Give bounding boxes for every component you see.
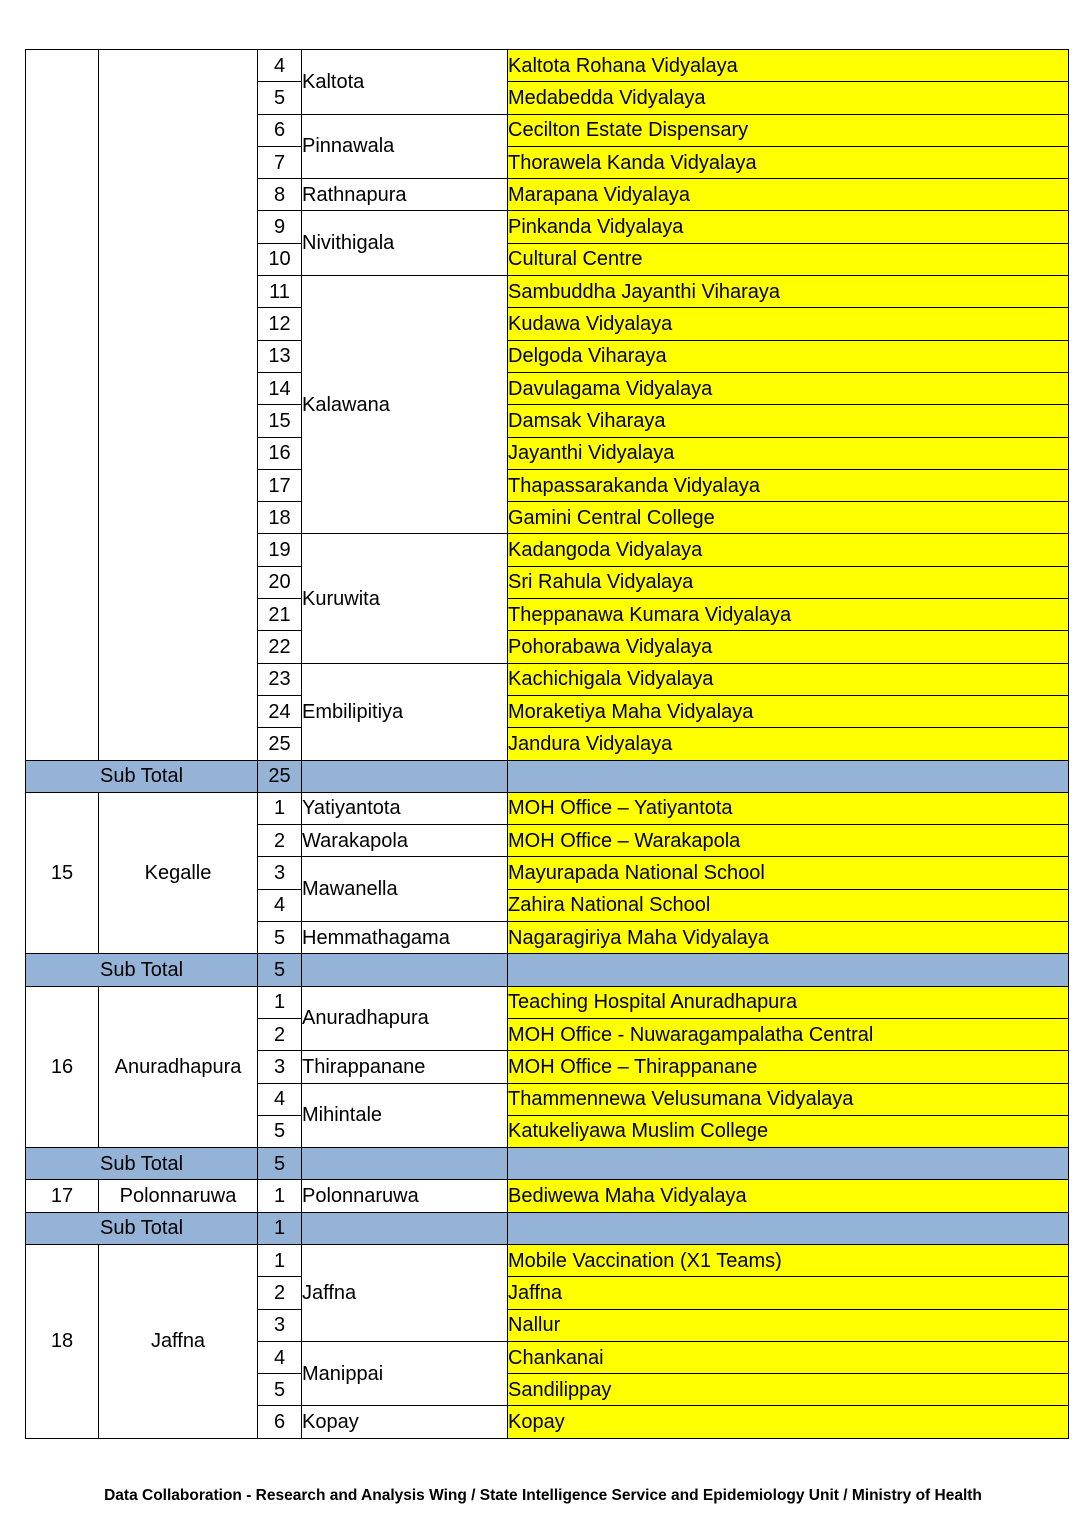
subtotal-empty-cell: [302, 1212, 508, 1244]
moh-area: Kuruwita: [302, 534, 508, 663]
centre-number: 4: [258, 1083, 302, 1115]
subtotal-row: [26, 1148, 1069, 1180]
vaccination-site: Kachichigala Vidyalaya: [508, 663, 1069, 695]
centre-number: 23: [258, 663, 302, 695]
vaccination-site: Zahira National School: [508, 889, 1069, 921]
subtotal-empty-cell: [302, 954, 508, 986]
moh-area: Embilipitiya: [302, 663, 508, 760]
subtotal-label: Sub Total: [26, 1212, 258, 1244]
district-name: Jaffna: [99, 1244, 258, 1438]
centre-number: 3: [258, 1051, 302, 1083]
vaccination-site: Jaffna: [508, 1277, 1069, 1309]
vaccination-site: Cecilton Estate Dispensary: [508, 114, 1069, 146]
vaccination-site: Moraketiya Maha Vidyalaya: [508, 695, 1069, 727]
vaccination-site: Kopay: [508, 1406, 1069, 1438]
vaccination-site: Jandura Vidyalaya: [508, 728, 1069, 760]
centre-number: 8: [258, 179, 302, 211]
centre-number: 20: [258, 566, 302, 598]
vaccination-site: Sandilippay: [508, 1374, 1069, 1406]
vaccination-site: Chankanai: [508, 1341, 1069, 1373]
subtotal-empty-cell: [302, 1148, 508, 1180]
centre-number: 1: [258, 1244, 302, 1276]
centre-number: 4: [258, 50, 302, 82]
subtotal-empty-cell: [508, 1212, 1069, 1244]
moh-area: Polonnaruwa: [302, 1180, 508, 1212]
centre-number: 21: [258, 599, 302, 631]
table-row: [26, 50, 1069, 82]
moh-area: Manippai: [302, 1341, 508, 1406]
centre-number: 25: [258, 728, 302, 760]
moh-area: Mawanella: [302, 857, 508, 922]
centre-number: 3: [258, 1309, 302, 1341]
vaccination-site: Thapassarakanda Vidyalaya: [508, 469, 1069, 501]
table-row: [26, 986, 1069, 1018]
subtotal-label: Sub Total: [26, 1148, 258, 1180]
vaccination-site: Nagaragiriya Maha Vidyalaya: [508, 922, 1069, 954]
table-row: [26, 1180, 1069, 1212]
vaccination-site: Delgoda Viharaya: [508, 340, 1069, 372]
vaccination-site: Pohorabawa Vidyalaya: [508, 631, 1069, 663]
vaccination-site: Medabedda Vidyalaya: [508, 82, 1069, 114]
subtotal-empty-cell: [508, 760, 1069, 792]
subtotal-value: 25: [258, 760, 302, 792]
district-number: 17: [26, 1180, 99, 1212]
vaccination-site: Bediwewa Maha Vidyalaya: [508, 1180, 1069, 1212]
district-name: [99, 50, 258, 761]
vaccination-site: MOH Office – Yatiyantota: [508, 792, 1069, 824]
centre-number: 15: [258, 405, 302, 437]
subtotal-empty-cell: [302, 760, 508, 792]
centre-number: 5: [258, 1374, 302, 1406]
moh-area: Nivithigala: [302, 211, 508, 276]
centre-number: 22: [258, 631, 302, 663]
centre-number: 9: [258, 211, 302, 243]
centre-number: 6: [258, 114, 302, 146]
moh-area: Anuradhapura: [302, 986, 508, 1051]
moh-area: Kopay: [302, 1406, 508, 1438]
footer-credit: Data Collaboration - Research and Analysis Wing / State Intelligence Service and Epidemiology Unit / Ministry of Health: [104, 1487, 982, 1504]
vaccination-site: Sambuddha Jayanthi Viharaya: [508, 276, 1069, 308]
vaccination-site: Davulagama Vidyalaya: [508, 372, 1069, 404]
centre-number: 5: [258, 82, 302, 114]
centre-number: 2: [258, 825, 302, 857]
moh-area: Mihintale: [302, 1083, 508, 1148]
centre-number: 24: [258, 695, 302, 727]
centre-number: 3: [258, 857, 302, 889]
vaccination-site: Damsak Viharaya: [508, 405, 1069, 437]
moh-area: Kaltota: [302, 50, 508, 115]
centre-number: 7: [258, 146, 302, 178]
subtotal-row: [26, 954, 1069, 986]
table-row: [26, 792, 1069, 824]
subtotal-row: [26, 760, 1069, 792]
centre-number: 13: [258, 340, 302, 372]
centre-number: 1: [258, 792, 302, 824]
vaccination-site: MOH Office - Nuwaragampalatha Central: [508, 1018, 1069, 1050]
vaccination-site: Jayanthi Vidyalaya: [508, 437, 1069, 469]
vaccination-site: Nallur: [508, 1309, 1069, 1341]
district-name: Polonnaruwa: [99, 1180, 258, 1212]
moh-area: Pinnawala: [302, 114, 508, 179]
centre-number: 1: [258, 986, 302, 1018]
district-number: 16: [26, 986, 99, 1147]
subtotal-label: Sub Total: [26, 954, 258, 986]
vaccination-site: MOH Office – Warakapola: [508, 825, 1069, 857]
vaccination-site: MOH Office – Thirappanane: [508, 1051, 1069, 1083]
centre-number: 16: [258, 437, 302, 469]
vaccination-site: Theppanawa Kumara Vidyalaya: [508, 599, 1069, 631]
centre-number: 10: [258, 243, 302, 275]
subtotal-value: 1: [258, 1212, 302, 1244]
table-row: [26, 1244, 1069, 1276]
centre-number: 6: [258, 1406, 302, 1438]
vaccination-site: Pinkanda Vidyalaya: [508, 211, 1069, 243]
vaccination-site: Thammennewa Velusumana Vidyalaya: [508, 1083, 1069, 1115]
centre-number: 19: [258, 534, 302, 566]
subtotal-value: 5: [258, 954, 302, 986]
vaccination-site: Marapana Vidyalaya: [508, 179, 1069, 211]
vaccination-site: Thorawela Kanda Vidyalaya: [508, 146, 1069, 178]
vaccination-site: Sri Rahula Vidyalaya: [508, 566, 1069, 598]
centre-number: 2: [258, 1018, 302, 1050]
district-name: Kegalle: [99, 792, 258, 953]
vaccination-site: Mobile Vaccination (X1 Teams): [508, 1244, 1069, 1276]
district-number: 15: [26, 792, 99, 953]
vaccination-site: Gamini Central College: [508, 502, 1069, 534]
centre-number: 18: [258, 502, 302, 534]
centre-number: 5: [258, 1115, 302, 1147]
subtotal-row: [26, 1212, 1069, 1244]
moh-area: Kalawana: [302, 276, 508, 534]
district-number: [26, 50, 99, 761]
moh-area: Hemmathagama: [302, 922, 508, 954]
subtotal-empty-cell: [508, 954, 1069, 986]
moh-area: Jaffna: [302, 1244, 508, 1341]
moh-area: Warakapola: [302, 825, 508, 857]
centre-number: 12: [258, 308, 302, 340]
subtotal-label: Sub Total: [26, 760, 258, 792]
vaccination-site: Kaltota Rohana Vidyalaya: [508, 50, 1069, 82]
centre-number: 11: [258, 276, 302, 308]
centre-number: 5: [258, 922, 302, 954]
moh-area: Thirappanane: [302, 1051, 508, 1083]
district-number: 18: [26, 1244, 99, 1438]
vaccination-site: Katukeliyawa Muslim College: [508, 1115, 1069, 1147]
subtotal-value: 5: [258, 1148, 302, 1180]
centre-number: 4: [258, 1341, 302, 1373]
centre-number: 1: [258, 1180, 302, 1212]
centre-number: 17: [258, 469, 302, 501]
centre-number: 2: [258, 1277, 302, 1309]
vaccination-site: Kadangoda Vidyalaya: [508, 534, 1069, 566]
centre-number: 4: [258, 889, 302, 921]
moh-area: Yatiyantota: [302, 792, 508, 824]
moh-area: Rathnapura: [302, 179, 508, 211]
subtotal-empty-cell: [508, 1148, 1069, 1180]
vaccination-site: Teaching Hospital Anuradhapura: [508, 986, 1069, 1018]
vaccination-site: Kudawa Vidyalaya: [508, 308, 1069, 340]
centre-number: 14: [258, 372, 302, 404]
vaccination-centres-table: [25, 49, 1069, 1439]
district-name: Anuradhapura: [99, 986, 258, 1147]
vaccination-site: Cultural Centre: [508, 243, 1069, 275]
vaccination-site: Mayurapada National School: [508, 857, 1069, 889]
